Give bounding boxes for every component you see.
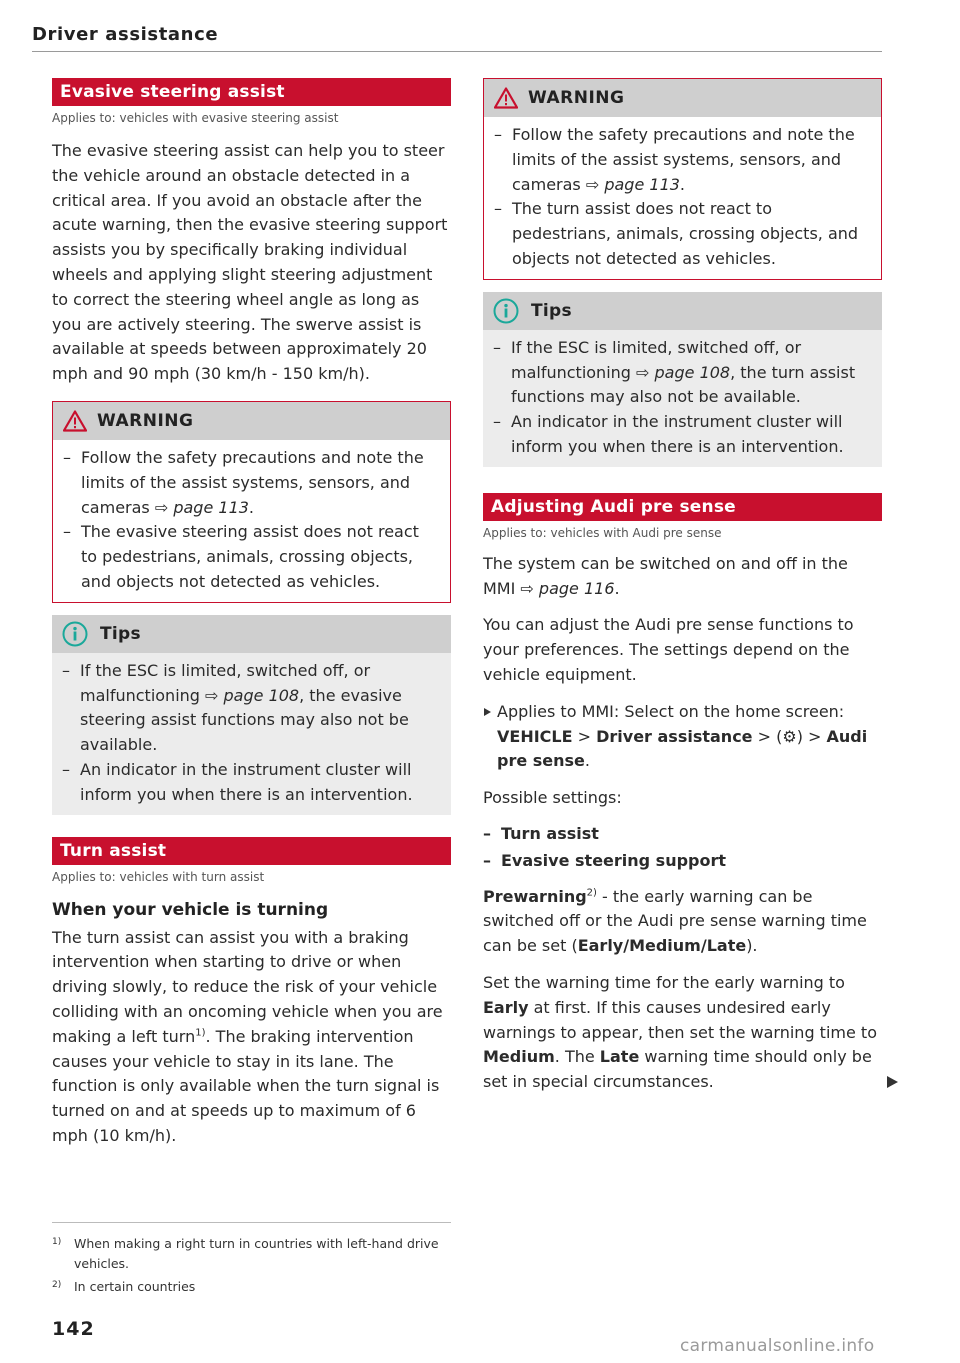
right-column [483,78,882,1095]
evasive-warning-box [52,401,451,603]
wt-early: Early [483,997,529,1017]
warning-time-text [483,971,882,1095]
footnote-divider [52,1222,451,1223]
tips-header [52,615,451,653]
prewarning-end: ). [746,936,758,956]
warning-triangle-icon [63,410,87,432]
evasive-steering-heading: Evasive steering assist [52,78,451,106]
pre-sense-applies-note: Applies to: vehicles with Audi pre sense [483,525,722,540]
page-ref-link[interactable]: ⇨ page 116 [520,578,615,598]
footnote-ref: 1) [195,1027,206,1039]
tips-item: – An indicator in the instrument cluster will inform you when there is an intervention. [493,410,872,460]
tips-item-text: If the ESC is limited, switched off, or malfunctioning [511,337,802,382]
wt-late: Late [599,1047,640,1067]
warning-item-end: . [248,497,255,517]
info-icon [62,621,88,647]
menu-sep: > [752,726,777,746]
footnote-text: When making a right turn in countries with left-hand drive vehicles. [74,1236,439,1271]
warning-item-text: Follow the safety precautions and note the limits of the assist systems, sensors, and cameras [81,447,424,517]
warning-header [484,79,881,117]
watermark: carmanualsonline.info [680,1336,875,1356]
evasive-applies-note: Applies to: vehicles with evasive steering assist [52,111,339,125]
pre-sense-switch-text [483,552,882,602]
wt-text: warning time should only be set in special circumstances. [483,1047,872,1092]
page-ref-link[interactable]: ⇨ page 108 [636,362,731,382]
turn-text-cont: . The braking intervention causes your vehicle to stay in its lane. The function is only available when the turn signal is turned on and at speeds up to maximum of 6 mph (10 km/h). [52,1026,440,1145]
tips-title: Tips [531,300,572,321]
tips-item-text-cont: , the evasive steering assist functions may also not be available. [80,685,409,755]
footnote-1 [52,1234,451,1274]
menu-vehicle: VEHICLE [497,726,573,746]
tips-title: Tips [100,623,141,644]
page-ref-link[interactable]: ⇨ page 113 [154,497,249,517]
footnote-2 [52,1277,451,1297]
left-column [52,78,451,1149]
warning-item: – The turn assist does not react to pedestrians, animals, crossing objects, and objects not detected as vehicles. [494,197,871,271]
warning-item-text: Follow the safety precautions and note the limits of the assist systems, sensors, and cameras [512,125,855,194]
turning-subheading: When your vehicle is turning [52,899,329,920]
footnotes [52,1234,451,1297]
tips-item [493,336,872,410]
pre-sense-heading: Adjusting Audi pre sense [483,493,882,521]
turn-applies-note: Applies to: vehicles with turn assist [52,869,265,884]
turn-assist-heading: Turn assist [52,837,451,865]
evasive-description: The evasive steering assist can help you to steer the vehicle around an obstacle detected in a critical area. If you avoid an obstacle after the acute warning, then the evasive steering support assists you by specifically braking individual wheels and applying slight steering adjustment to correct the steering wheel angle as long as you are actively steering. The swerve assist is available at speeds between approximately 20 mph and 90 mph (30 km/h - 150 km/h). [52,141,448,384]
menu-audi-pre-sense: Audi pre sense [497,726,868,771]
wt-text: at first. If this causes undesired early warnings to appear, then set the warning time to [483,997,877,1042]
mmi-text: Applies to MMI: Select on the home screen: [497,701,845,721]
tips-item-text: If the ESC is limited, switched off, or malfunctioning [80,660,371,705]
menu-driver-assistance: Driver assistance [596,726,753,746]
footnote-mark: 2) [52,1280,62,1290]
page-ref-link[interactable]: ⇨ page 113 [585,174,680,194]
tips-item [62,659,441,758]
mmi-instruction [483,700,882,774]
pre-sense-adjust-text: You can adjust the Audi pre sense functions to your preferences. The settings depend on the vehicle equipment. [483,615,854,684]
turn-text: The turn assist can assist you with a braking intervention when starting to drive or when driving slowly, to reduce the risk of your vehicle colliding with an oncoming vehicle when you are making a left turn [52,927,443,1046]
warning-header [53,402,450,440]
prewarning-desc: - the early warning can be switched off or the Audi pre sense warning time can be set ( [483,886,867,956]
wt-medium: Medium [483,1047,555,1067]
prewarning-options: Early/Medium/Late [577,936,747,956]
settings-gear-icon: (⚙) [776,726,803,746]
turn-tips-box [483,292,882,467]
possible-settings-label: Possible settings: [483,788,622,808]
footnote-mark: 1) [52,1237,62,1247]
turn-assist-description [52,926,451,1149]
menu-sep: > [802,726,827,746]
wt-text: . The [554,1047,600,1067]
warning-title: WARNING [528,88,625,108]
continue-arrow-icon [887,1076,898,1088]
prewarning-label: Prewarning [483,886,587,906]
prewarning-text [483,885,882,959]
tips-item: – An indicator in the instrument cluster will inform you when there is an intervention. [62,758,441,808]
turn-warning-box [483,78,882,280]
setting-item: – Turn assist [483,822,882,847]
warning-item [494,123,871,197]
header-divider [32,51,882,52]
warning-item [63,446,440,520]
warning-item: – The evasive steering assist does not react to pedestrians, animals, crossing objects, and objects not detected as vehicles. [63,520,440,594]
footnote-ref: 2) [586,887,597,899]
section-header-title: Driver assistance [32,24,219,45]
tips-header [483,292,882,330]
warning-triangle-icon [494,87,518,109]
footnote-text: In certain countries [74,1279,196,1294]
mmi-end: . [584,751,590,771]
pre-sense-text: The system can be switched on and off in the MMI [483,553,848,598]
pre-sense-text-end: . [614,578,620,598]
evasive-tips-box [52,615,451,815]
wt-text: Set the warning time for the early warning to [483,972,845,992]
info-icon [493,298,519,324]
warning-title: WARNING [97,410,194,431]
tips-item-text-cont: , the turn assist functions may also not be available. [511,362,856,407]
warning-item-end: . [679,174,686,194]
menu-sep: > [572,726,597,746]
setting-item: – Evasive steering support [483,849,882,874]
page-number: 142 [52,1318,95,1340]
page-ref-link[interactable]: ⇨ page 108 [205,685,300,705]
